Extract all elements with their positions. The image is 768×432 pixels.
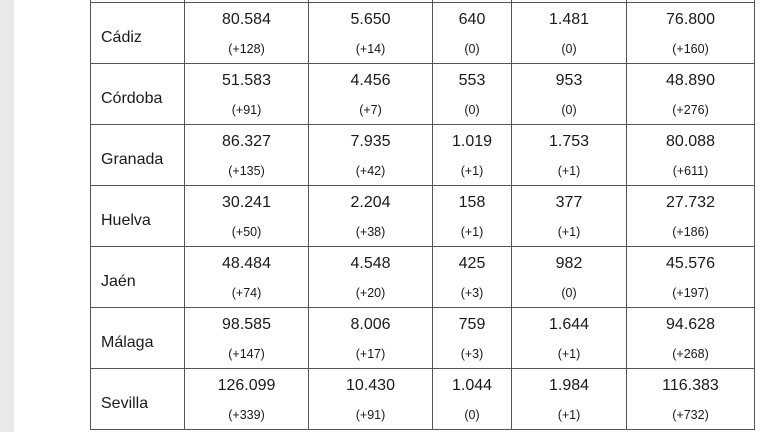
value-text: 80.584 (222, 11, 271, 28)
delta-text: (+339) (228, 408, 265, 422)
value-text: 48.890 (666, 72, 715, 89)
value-cell (512, 369, 627, 430)
value-text: 1.644 (548, 316, 590, 333)
delta-text: (+197) (672, 286, 709, 300)
value-text: 5.650 (350, 11, 391, 28)
value-cell (433, 369, 512, 430)
province-cell (91, 64, 185, 125)
value-cell (433, 3, 512, 64)
value-text: 1.044 (451, 377, 493, 394)
delta-text: (+147) (228, 347, 265, 361)
value-text: 4.456 (350, 72, 391, 89)
delta-text: (0) (464, 42, 480, 56)
value-cell (512, 186, 627, 247)
province-name: Huelva (101, 212, 151, 229)
covid-province-table (90, 0, 755, 430)
value-text: 10.430 (346, 377, 395, 394)
value-cell (309, 3, 433, 64)
province-cell (91, 186, 185, 247)
value-cell (309, 186, 433, 247)
table-row (91, 125, 755, 186)
value-text: 953 (555, 72, 583, 89)
value-text: 45.576 (666, 255, 715, 272)
value-text: 76.800 (666, 11, 715, 28)
value-cell (185, 247, 309, 308)
province-name: Córdoba (101, 90, 163, 107)
value-cell (185, 186, 309, 247)
value-cell (433, 247, 512, 308)
delta-text: (+732) (672, 408, 709, 422)
value-text: 7.935 (350, 133, 391, 150)
value-cell (627, 186, 755, 247)
province-name: Sevilla (101, 395, 149, 412)
value-cell (309, 247, 433, 308)
document-page (14, 0, 768, 432)
value-text: 98.585 (222, 316, 271, 333)
value-text: 640 (458, 11, 486, 28)
province-cell (91, 3, 185, 64)
value-cell (309, 369, 433, 430)
table-row (91, 64, 755, 125)
value-cell (185, 3, 309, 64)
value-cell (627, 3, 755, 64)
delta-text: (+17) (355, 347, 386, 361)
province-name: Cádiz (101, 29, 142, 46)
table-row (91, 308, 755, 369)
delta-text: (+1) (557, 408, 581, 422)
value-text: 48.484 (222, 255, 271, 272)
delta-text: (+50) (231, 225, 262, 239)
province-name: Málaga (101, 334, 154, 351)
delta-text: (+3) (460, 347, 484, 361)
value-text: 982 (555, 255, 583, 272)
value-cell (627, 247, 755, 308)
left-margin (0, 0, 14, 432)
delta-text: (+38) (355, 225, 386, 239)
delta-text: (+1) (557, 164, 581, 178)
delta-text: (+42) (355, 164, 386, 178)
value-cell (627, 64, 755, 125)
value-text: 553 (458, 72, 486, 89)
value-text: 4.548 (350, 255, 391, 272)
value-cell (627, 308, 755, 369)
delta-text: (+160) (672, 42, 709, 56)
value-text: 86.327 (222, 133, 271, 150)
delta-text: (+1) (460, 225, 484, 239)
value-text: 80.088 (666, 133, 715, 150)
delta-text: (+3) (460, 286, 484, 300)
province-cell (91, 125, 185, 186)
delta-text: (+74) (231, 286, 262, 300)
value-cell (309, 308, 433, 369)
delta-text: (+276) (672, 103, 709, 117)
value-text: 116.383 (662, 377, 719, 394)
delta-text: (0) (464, 103, 480, 117)
table-row (91, 247, 755, 308)
value-cell (512, 308, 627, 369)
value-text: 158 (458, 194, 486, 211)
value-cell (512, 64, 627, 125)
value-text: 1.753 (548, 133, 590, 150)
delta-text: (+14) (355, 42, 386, 56)
province-name: Jaén (101, 273, 136, 290)
delta-text: (0) (561, 286, 577, 300)
value-cell (627, 369, 755, 430)
delta-text: (+611) (672, 164, 709, 178)
delta-text: (+1) (557, 347, 581, 361)
delta-text: (+268) (672, 347, 709, 361)
delta-text: (0) (561, 103, 577, 117)
table-row (91, 186, 755, 247)
delta-text: (0) (561, 42, 577, 56)
value-text: 51.583 (222, 72, 271, 89)
value-text: 759 (458, 316, 486, 333)
value-cell (185, 125, 309, 186)
value-cell (512, 3, 627, 64)
value-text: 2.204 (350, 194, 391, 211)
delta-text: (+91) (231, 103, 262, 117)
value-cell (627, 125, 755, 186)
value-cell (433, 64, 512, 125)
delta-text: (+135) (228, 164, 265, 178)
value-cell (512, 125, 627, 186)
province-cell (91, 247, 185, 308)
value-cell (433, 308, 512, 369)
value-text: 1.481 (548, 11, 590, 28)
province-cell (91, 308, 185, 369)
delta-text: (+1) (557, 225, 581, 239)
value-cell (309, 64, 433, 125)
value-cell (185, 369, 309, 430)
table-row (91, 3, 755, 64)
value-text: 126.099 (217, 377, 276, 394)
delta-text: (+1) (460, 164, 484, 178)
table-row (91, 369, 755, 430)
value-cell (185, 64, 309, 125)
value-text: 425 (458, 255, 486, 272)
delta-text: (0) (464, 408, 480, 422)
province-cell (91, 369, 185, 430)
value-text: 1.984 (548, 377, 590, 394)
value-cell (433, 125, 512, 186)
province-name: Granada (101, 151, 164, 168)
delta-text: (+20) (355, 286, 386, 300)
value-cell (185, 308, 309, 369)
value-text: 27.732 (666, 194, 715, 211)
value-text: 1.019 (451, 133, 493, 150)
delta-text: (+186) (672, 225, 709, 239)
delta-text: (+128) (228, 42, 265, 56)
delta-text: (+7) (359, 103, 382, 117)
delta-text: (+91) (355, 408, 386, 422)
value-cell (309, 125, 433, 186)
value-text: 94.628 (666, 316, 715, 333)
value-cell (433, 186, 512, 247)
value-text: 30.241 (222, 194, 271, 211)
value-text: 377 (555, 194, 583, 211)
value-text: 8.006 (350, 316, 391, 333)
value-cell (512, 247, 627, 308)
